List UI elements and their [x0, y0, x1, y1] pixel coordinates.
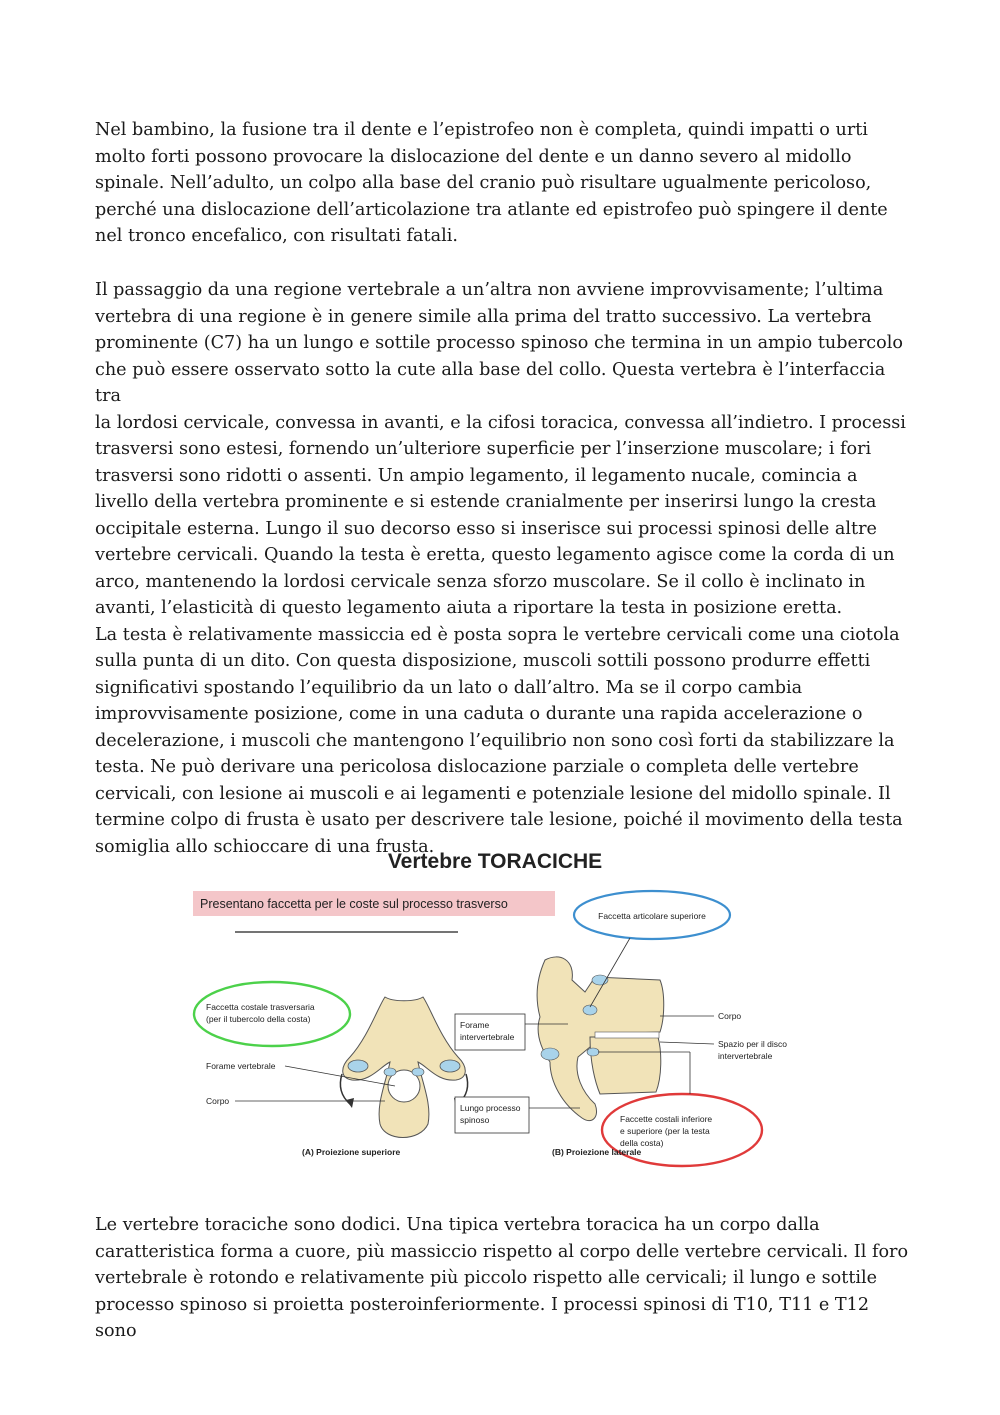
caption-a: (A) Proiezione superiore	[302, 1147, 401, 1157]
label-intervertebral-foramen-1: Forame	[460, 1020, 490, 1030]
figure-title: Vertebre TORACICHE	[387, 850, 603, 873]
vertebra-superior-view	[340, 997, 467, 1138]
label-vertebral-foramen: Forame vertebrale	[206, 1061, 276, 1071]
label-body-right: Corpo	[718, 1011, 742, 1021]
paragraph-thoracic-vertebrae: Le vertebre toraciche sono dodici. Una tipica vertebra toracica ha un corpo dalla caratteristica forma a cuore, più massiccio rispetto al corpo delle vertebre cervicali. Il foro vertebrale è rotondo e relativamente più piccolo rispetto alle cervicali; il lungo e sottile processo spinoso si proietta posteroinferiormente. I processi spinosi di T10, T11 e T12 sono	[95, 1215, 909, 1341]
caption-b: (B) Proiezione laterale	[552, 1147, 642, 1157]
label-disc-space-2: intervertebrale	[718, 1051, 773, 1061]
label-spinous-process-2: spinoso	[460, 1115, 490, 1125]
label-intervertebral-foramen-2: intervertebrale	[460, 1032, 515, 1042]
leader-disc-space	[660, 1042, 714, 1044]
label-costal-transverse-1: Faccetta costale trasversaria	[206, 1002, 315, 1012]
label-costal-facets-2: e superiore (per la testa	[620, 1126, 710, 1136]
label-disc-space-1: Spazio per il disco	[718, 1039, 787, 1049]
label-costal-facets-3: della costa)	[620, 1138, 664, 1148]
vertebra-lateral-view	[537, 957, 664, 1121]
label-costal-transverse-2: (per il tubercolo della costa)	[206, 1014, 311, 1024]
paragraph-vertebra-prominens: Il passaggio da una regione vertebrale a un’altra non avviene improvvisamente; l’ultima vertebra di una regione è in genere simile alla prima del tratto successivo. La vertebra prominente (C7) ha un lungo e sottile processo spinoso che termina in un ampio tubercolo che può essere osservato sotto la cute alla base del collo. Questa vertebra è l’interfaccia tra la lordosi cervicale, convessa in avanti, e la cifosi toracica, convessa all’indietro. I processi trasversi sono estesi, fornendo un’ulteriore superficie per l’inserzione muscolare; i fori trasversi sono ridotti o assenti. Un ampio legamento, il legamento nucale, comincia a livello della vertebra prominente e si estende cranialmente per inserirsi lungo la cresta occipitale esterna. Lungo il suo decorso esso si inserisce sui processi spinosi delle altre vertebre cervicali. Quando la testa è eretta, questo legamento agisce come la corda di un arco, mantenendo la lordosi cervicale senza sforzo muscolare. Se il collo è inclinato in avanti, l’elasticità di questo legamento aiuta a riportare la testa in posizione eretta. La testa è relativamente massiccia ed è posta sopra le vertebre cervicali come una ciotola sulla punta di un dito. Con questa disposizione, muscoli sottili possono produrre effetti significativi spostando l’equilibrio da un lato o dall’altro. Ma se il corpo cambia improvvisamente posizione, come in una caduta o durante una rapida accelerazione o decelerazione, i muscoli che mantengono l’equilibrio non sono così forti da stabilizzare la testa. Ne può derivare una pericolosa dislocazione parziale o completa delle vertebre cervicali, con lesione ai muscoli e ai legamenti e potenziale lesione del midollo spinale. Il termine colpo di frusta è usato per descrivere tale lesione, poiché il movimento della testa somiglia allo schioccare di una frusta.	[95, 280, 906, 857]
label-body-left: Corpo	[206, 1096, 230, 1106]
paragraph-child-dens: Nel bambino, la fusione tra il dente e l’epistrofeo non è completa, quindi impatti o urti molto forti possono provocare la dislocazione del dente e un danno severo al midollo spinale. Nell’adulto, un colpo alla base del cranio può risultare ugualmente pericoloso, perché una dislocazione dell’articolazione tra atlante ed epistrofeo può spingere il dente nel tronco encefalico, con risultati fatali.	[95, 120, 888, 246]
thoracic-vertebra-figure	[190, 842, 787, 1172]
label-spinous-process-1: Lungo processo	[460, 1103, 521, 1113]
label-costal-facets-1: Faccette costali inferiore	[620, 1114, 713, 1124]
label-superior-articular: Faccetta articolare superiore	[598, 911, 706, 921]
figure-subtitle: Presentano faccetta per le coste sul processo trasverso	[200, 897, 508, 911]
